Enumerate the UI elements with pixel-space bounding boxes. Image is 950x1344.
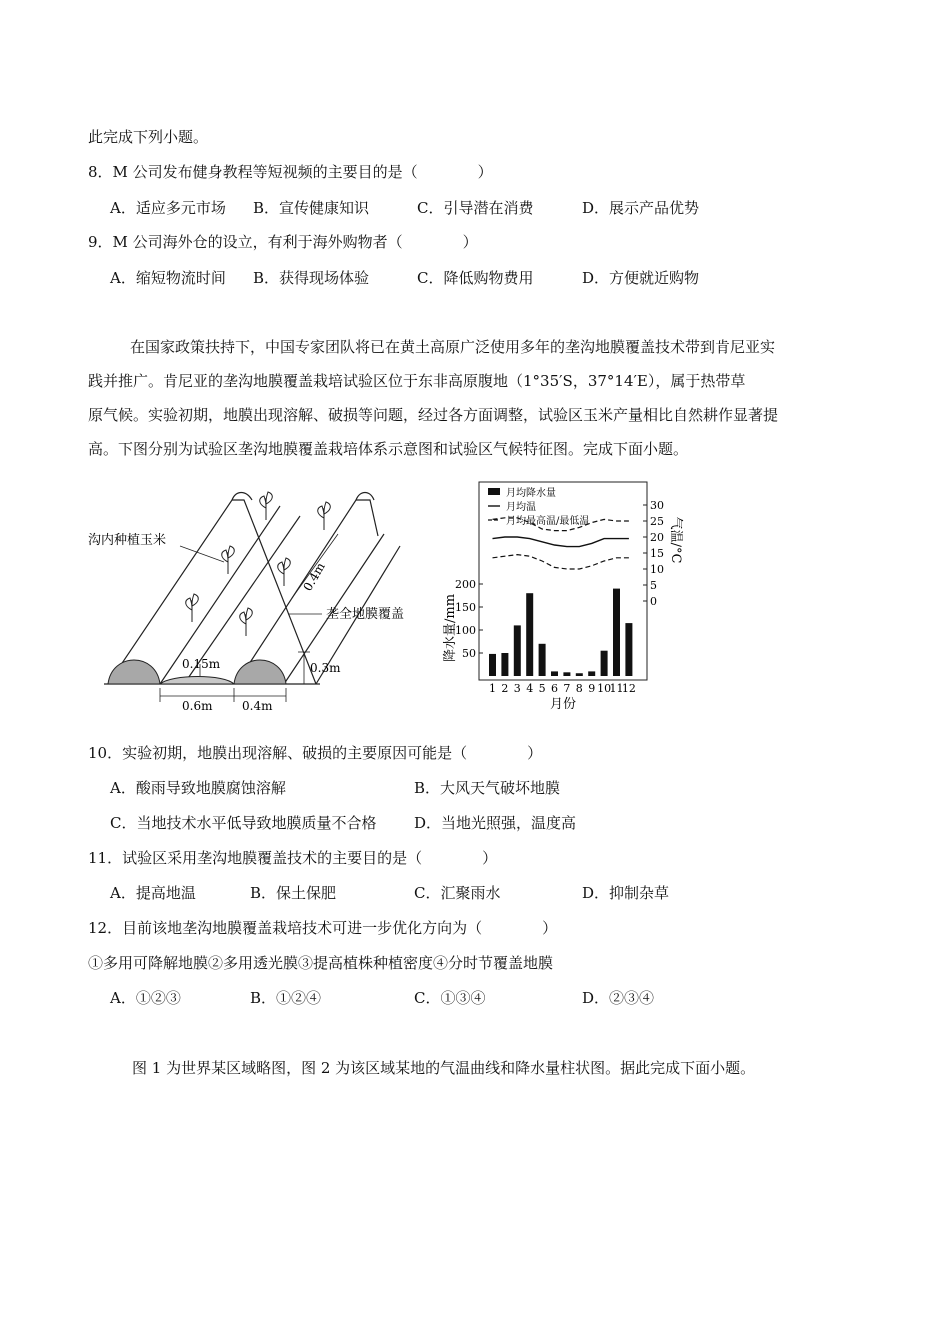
ridge-right-outline (236, 500, 378, 684)
q11-option-a[interactable]: A．提高地温 (110, 884, 196, 902)
corn-plant-icon (186, 594, 199, 622)
x-tick-label: 6 (551, 682, 558, 695)
precip-bar (539, 644, 546, 676)
x-tick-label: 1 (489, 682, 496, 695)
climate-chart (436, 478, 683, 712)
passage-line-3: 原气候。实验初期，地膜出现溶解、破损等问题，经过各方面调整，试验区玉米产量相比自然耕作显著提 (88, 406, 779, 424)
legend-bar-swatch (488, 488, 500, 495)
precip-bar (551, 671, 558, 676)
precip-bar (625, 623, 632, 676)
y-tick-label: 200 (455, 578, 476, 591)
precip-bar (588, 671, 595, 676)
mean-temp-line (493, 537, 629, 547)
q11-option-d[interactable]: D．抑制杂草 (582, 884, 670, 902)
corn-plant-icon (222, 546, 235, 574)
ridge-left-top (232, 493, 252, 501)
label-04: 0.4m (242, 699, 273, 713)
precip-bar (526, 593, 533, 676)
min-temp-line (493, 555, 629, 569)
y2-tick-label: 0 (650, 595, 657, 608)
passage-line-2: 践并推广。肯尼亚的垄沟地膜覆盖栽培试验区位于东非高原腹地（1°35′S，37°14′E），属于热带草 (88, 372, 746, 390)
y2-tick-label: 20 (650, 531, 664, 544)
precip-bar (514, 625, 521, 676)
legend-mean-temp: 月均温 (506, 502, 536, 513)
y2-axis-label: 气温/°C (668, 516, 683, 564)
furrow-section (160, 677, 234, 685)
x-tick-label: 11 (609, 682, 624, 695)
label-corn: 沟内种植玉米 (88, 533, 167, 548)
label-03: 0.3m (310, 661, 341, 675)
precip-bar (576, 673, 583, 676)
q12-option-b[interactable]: B．①②④ (250, 989, 322, 1007)
y-tick-label: 150 (455, 601, 476, 614)
precip-bar (613, 589, 620, 676)
q11-option-b[interactable]: B．保土保肥 (250, 884, 337, 902)
passage (88, 330, 862, 466)
q12-items: ①多用可降解地膜②多用透光膜③提高植株种植密度④分时节覆盖地膜 (88, 954, 554, 972)
q9-option-d[interactable]: D．方便就近购物 (582, 269, 700, 287)
passage-line-4: 高。下图分别为试验区垄沟地膜覆盖栽培体系示意图和试验区气候特征图。完成下面小题。 (88, 440, 689, 458)
corn-plant-icon (318, 502, 331, 530)
precip-bar (563, 672, 570, 676)
x-tick-label: 7 (563, 682, 571, 695)
precip-bar (501, 653, 508, 676)
y2-tick-label: 5 (650, 579, 657, 592)
q9-option-c[interactable]: C．降低购物费用 (417, 269, 534, 287)
q8-stem: 8．M 公司发布健身教程等短视频的主要目的是（ ） (88, 163, 493, 181)
x-tick-label: 9 (588, 682, 596, 695)
x-tick-label: 4 (526, 682, 534, 695)
q10-stem: 10．实验初期，地膜出现溶解、破损的主要原因可能是（ ） (88, 744, 543, 762)
corn-leader-line (180, 546, 224, 562)
ridge-furrow-diagram (84, 476, 434, 712)
ridge-section-1 (108, 660, 160, 684)
chart-frame (479, 482, 647, 680)
q10-option-b[interactable]: B．大风天气破坏地膜 (414, 779, 561, 797)
corn-plant-icon (240, 608, 253, 636)
q8-option-b[interactable]: B．宣传健康知识 (253, 199, 370, 217)
x-tick-label: 10 (597, 682, 612, 695)
q8-option-a[interactable]: A．适应多元市场 (110, 199, 226, 217)
next-section-intro: 图 1 为世界某区域略图，图 2 为该区域某地的气温曲线和降水量柱状图。据此完成下面小题。 (132, 1059, 756, 1077)
y-axis-label: 降水量/mm (443, 593, 458, 663)
q12-option-a[interactable]: A．①②③ (110, 989, 181, 1007)
ridge-section-2 (234, 660, 286, 684)
q10-option-a[interactable]: A．酸雨导致地膜腐蚀溶解 (110, 779, 286, 797)
q9-stem: 9．M 公司海外仓的设立，有利于海外购物者（ ） (88, 233, 478, 251)
x-tick-label: 8 (575, 682, 583, 695)
y2-tick-label: 25 (650, 515, 664, 528)
q12-stem: 12．目前该地垄沟地膜覆盖栽培技术可进一步优化方向为（ ） (88, 919, 558, 937)
q8-option-d[interactable]: D．展示产品优势 (582, 199, 700, 217)
legend-max-min: 月均最高温/最低温 (506, 516, 590, 527)
q9-option-a[interactable]: A．缩短物流时间 (110, 269, 226, 287)
q11-stem: 11．试验区采用垄沟地膜覆盖技术的主要目的是（ ） (88, 849, 498, 867)
x-tick-label: 5 (538, 682, 546, 695)
y2-tick-label: 15 (650, 547, 664, 560)
label-film: 垄全地膜覆盖 (326, 607, 405, 622)
q8-option-c[interactable]: C．引导潜在消费 (417, 199, 534, 217)
corn-plant-icon (260, 492, 273, 520)
ridge-right-top (356, 493, 374, 501)
q10-option-d[interactable]: D．当地光照强，温度高 (414, 814, 577, 832)
y-tick-label: 50 (462, 647, 476, 660)
x-tick-label: 3 (513, 682, 521, 695)
q12-option-c[interactable]: C．①③④ (414, 989, 486, 1007)
y2-tick-label: 10 (650, 563, 664, 576)
x-tick-label: 12 (621, 682, 636, 695)
y2-tick-label: 30 (650, 499, 664, 512)
y-tick-label: 100 (455, 624, 476, 637)
q11-option-c[interactable]: C．汇聚雨水 (414, 884, 501, 902)
passage-line-1: 在国家政策扶持下，中国专家团队将已在黄土高原广泛使用多年的垄沟地膜覆盖技术带到肯尼亚实 (130, 338, 776, 356)
label-06: 0.6m (182, 699, 213, 713)
label-slant-04: 0.4m (300, 560, 328, 594)
legend-precip: 月均降水量 (506, 488, 556, 499)
label-015: 0.15m (182, 657, 221, 671)
q12-option-d[interactable]: D．②③④ (582, 989, 655, 1007)
x-tick-label: 2 (501, 682, 509, 695)
q10-option-c[interactable]: C．当地技术水平低导致地膜质量不合格 (110, 814, 377, 832)
corn-plant-icon (278, 558, 291, 586)
precip-bar (601, 651, 608, 676)
precip-bar (489, 654, 496, 676)
intro-tail: 此完成下列小题。 (88, 128, 209, 146)
x-axis-label: 月份 (549, 697, 577, 712)
q9-option-b[interactable]: B．获得现场体验 (253, 269, 370, 287)
